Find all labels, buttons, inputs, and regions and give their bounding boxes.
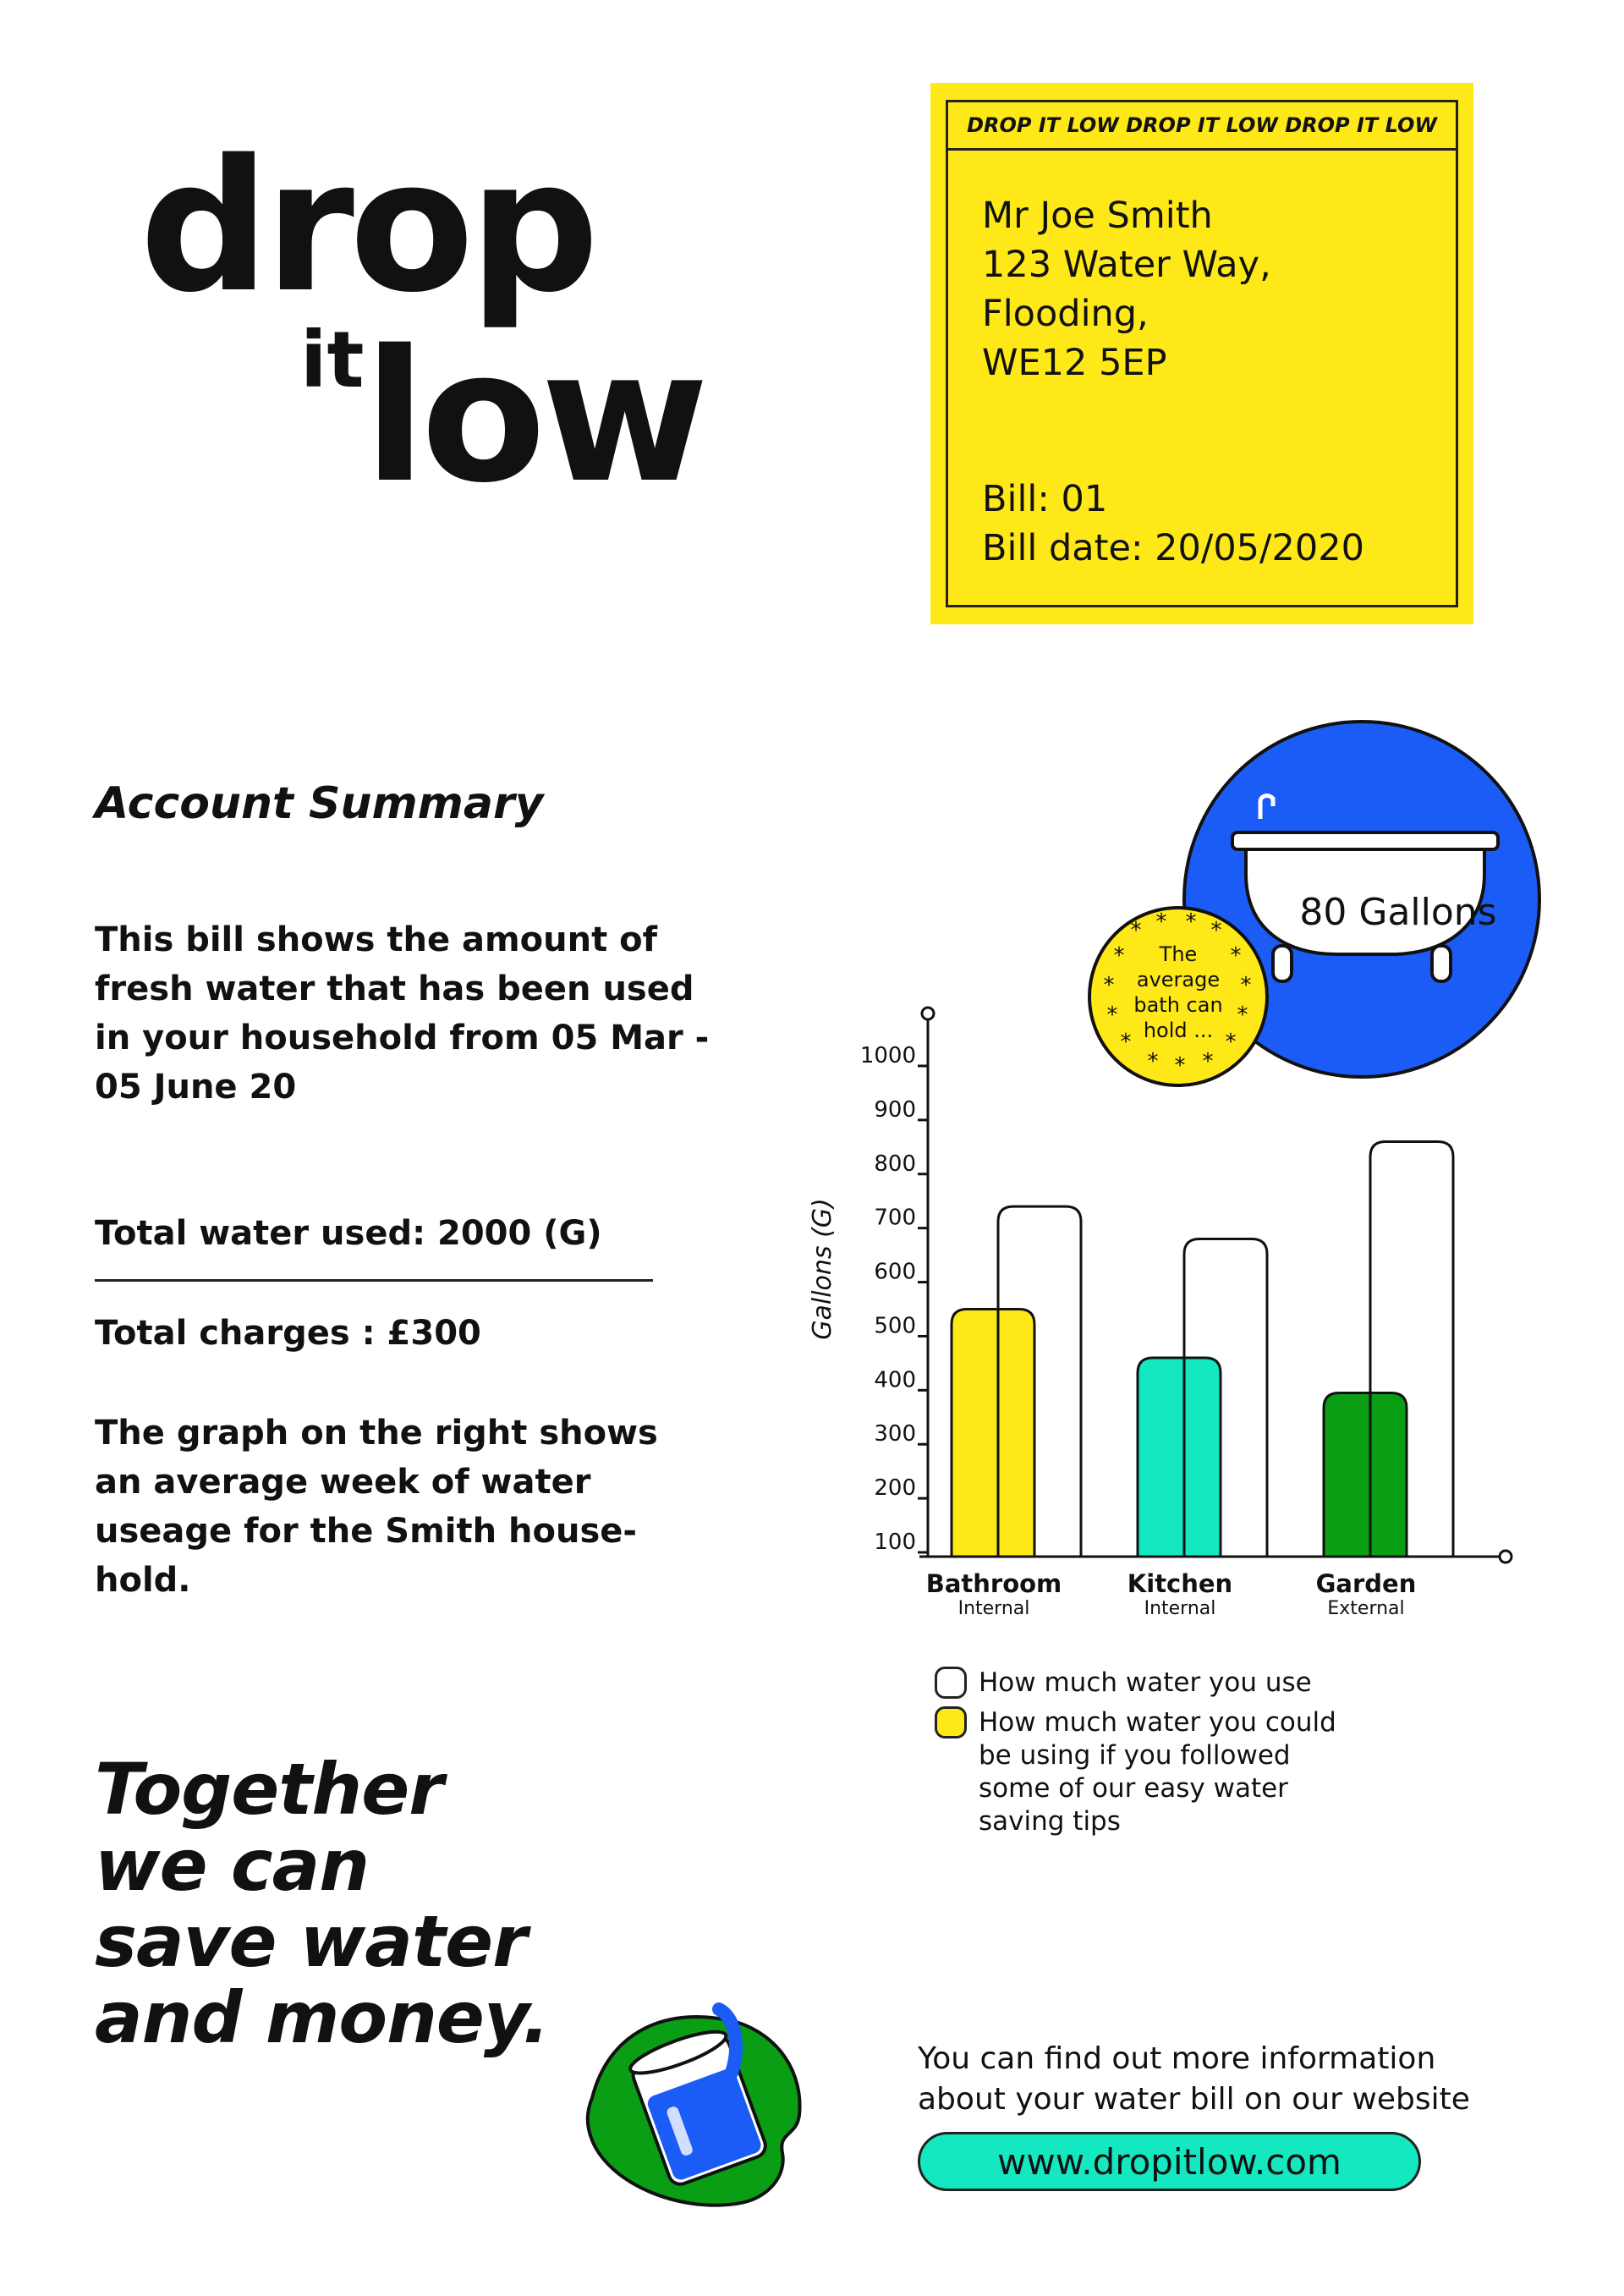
address-line-2: Flooding, (982, 293, 1149, 335)
postcode: WE12 5EP (982, 342, 1167, 384)
y-tick-label: 100 (874, 1530, 916, 1555)
svg-text:*: * (1130, 918, 1142, 943)
summary-title: Account Summary (95, 778, 544, 829)
y-tick-label: 500 (874, 1313, 916, 1339)
slogan-line-3: save water (95, 1900, 527, 1983)
water-glass-illustration (575, 1997, 820, 2216)
graph-description: The graph on the right shows an average week of water useage for the Smith house-hold. (95, 1414, 658, 1600)
svg-text:*: * (1113, 943, 1125, 969)
category-label: Bathroom (925, 1569, 1062, 1598)
legend-label-use: How much water you use (979, 1667, 1312, 1698)
svg-text:*: * (1230, 943, 1242, 969)
svg-text:*: * (1185, 909, 1197, 935)
logo-drop: drop (140, 120, 595, 332)
summary-intro: This bill shows the amount of fresh water that has been used in your household from 05 Mar - 05 June 20 (95, 920, 710, 1107)
svg-text:*: * (1202, 1049, 1214, 1074)
subcategory-label: Internal (957, 1598, 1030, 1619)
svg-text:*: * (1225, 1030, 1237, 1055)
card-banner: DROP IT LOW DROP IT LOW DROP IT LOW (948, 102, 1456, 151)
legend-swatch-white (935, 1667, 967, 1699)
y-tick-label: 200 (874, 1475, 916, 1502)
chart-legend (935, 1667, 1368, 1845)
chart-bars (952, 1141, 1453, 1557)
svg-text:*: * (1174, 1053, 1186, 1079)
sticker-line-1: The (1159, 942, 1198, 966)
slogan-line-4: and money. (95, 1976, 549, 2059)
subcategory-label: External (1327, 1598, 1405, 1619)
subcategory-label: Internal (1144, 1598, 1216, 1619)
footer-info-line-2: about your water bill on our website (918, 2082, 1470, 2117)
svg-text:*: * (1120, 1030, 1132, 1055)
legend-item-could (935, 1706, 1368, 1838)
bath-label: 80 Gallons (1299, 891, 1497, 934)
legend-item-use (935, 1667, 1368, 1700)
bar-could (1324, 1393, 1407, 1557)
sticker-line-3: bath can (1133, 993, 1223, 1017)
footer-info (918, 2039, 1470, 2120)
total-water-used: Total water used: 2000 (G) (95, 1214, 602, 1253)
svg-text:*: * (1103, 973, 1115, 998)
logo-it: it (300, 315, 365, 405)
divider (95, 1279, 653, 1282)
sticker-line-4: hold ... (1143, 1019, 1214, 1042)
y-tick-label: 600 (874, 1259, 916, 1285)
address-line-1: 123 Water Way, (982, 244, 1271, 286)
y-tick-label: 1000 (859, 1043, 916, 1068)
total-charges: Total charges : £300 (95, 1314, 481, 1353)
y-tick-label: 400 (874, 1367, 916, 1393)
website-link[interactable]: www.dropitlow.com (918, 2132, 1421, 2191)
y-axis-label: Gallons (G) (808, 1198, 837, 1340)
legend-swatch-yellow (935, 1706, 967, 1738)
footer-info-line-1: You can find out more information (918, 2041, 1436, 2076)
customer-name: Mr Joe Smith (982, 195, 1213, 237)
bar-could (952, 1310, 1034, 1557)
category-label: Garden (1315, 1569, 1417, 1598)
y-tick-label: 800 (874, 1151, 916, 1177)
bill-number: Bill: 01 (982, 478, 1108, 520)
y-tick-label: 300 (874, 1421, 916, 1447)
svg-text:*: * (1106, 1002, 1118, 1028)
x-axis-end (1500, 1551, 1512, 1563)
svg-text:*: * (1155, 909, 1167, 935)
sticker-line-2: average (1136, 968, 1221, 991)
logo-low: low (364, 310, 705, 523)
slogan-line-1: Together (95, 1748, 443, 1831)
category-label: Kitchen (1127, 1569, 1233, 1598)
y-axis-end (922, 1008, 934, 1019)
slogan (95, 1748, 549, 2059)
bar-could (1138, 1358, 1221, 1557)
y-tick-label: 700 (874, 1205, 916, 1231)
water-usage-chart (787, 981, 1531, 1641)
y-tick-label: 900 (874, 1096, 916, 1123)
address-card (930, 83, 1473, 624)
svg-text:*: * (1240, 973, 1252, 998)
legend-label-could: How much water you could be using if you followed some of our easy water saving tips (979, 1707, 1336, 1837)
svg-text:*: * (1210, 918, 1222, 943)
chart-labels (926, 1569, 1417, 1619)
svg-text:*: * (1237, 1002, 1248, 1028)
bill-date: Bill date: 20/05/2020 (982, 527, 1364, 569)
slogan-line-2: we can (95, 1824, 370, 1907)
svg-text:*: * (1147, 1049, 1159, 1074)
